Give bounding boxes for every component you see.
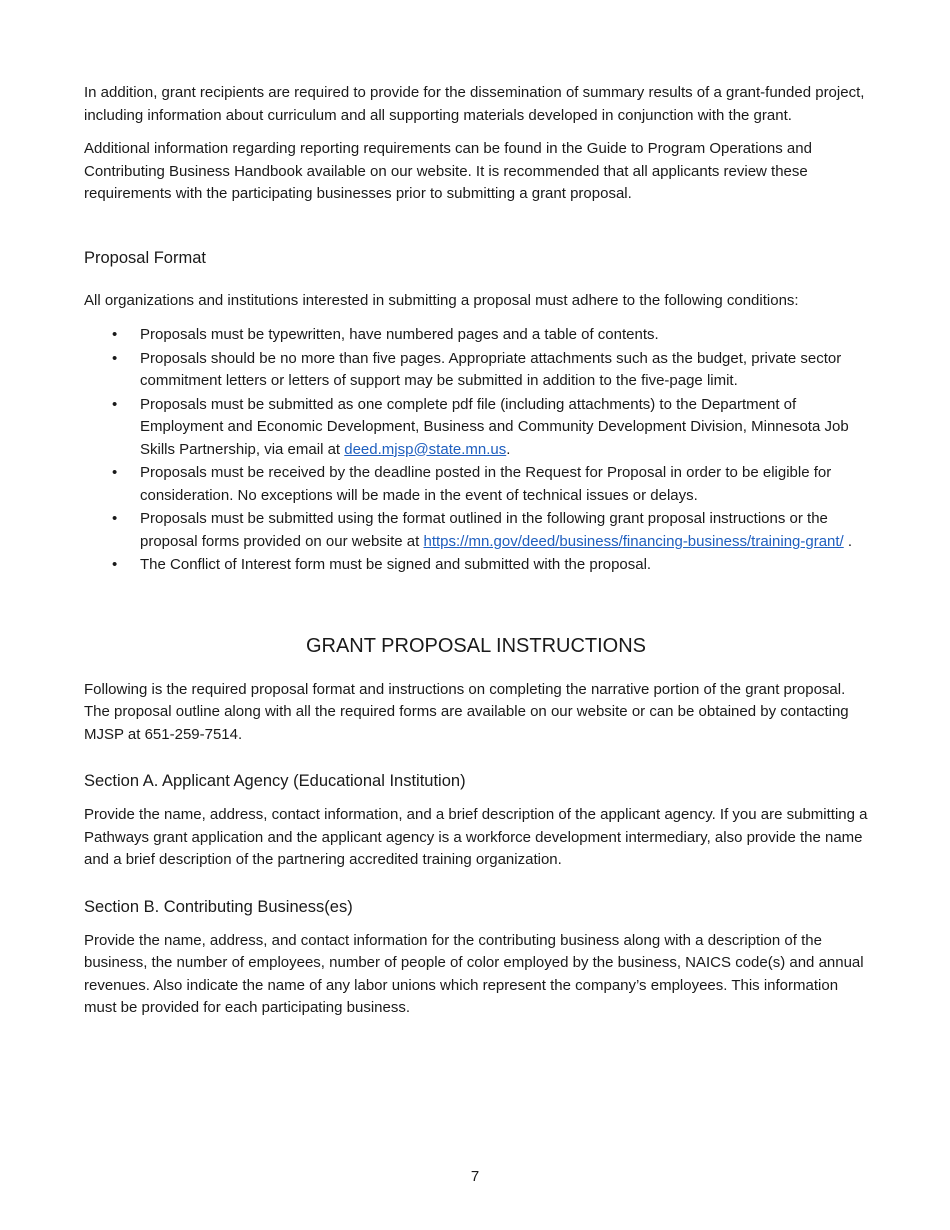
- list-item: [84, 324, 868, 347]
- list-item-suffix: .: [506, 440, 511, 458]
- instructions-intro: Following is the required proposal format and instructions on completing the narrative portion of the grant proposal. The proposal outline along with all the required forms are available on our website or can be obtained by contacting MJSP at 651-259-7514.: [84, 680, 849, 743]
- list-item-text: Proposals should be no more than five pages. Appropriate attachments such as the budget, private sector commitment letters or letters of support may be submitted in addition to the five-page limit.: [140, 349, 842, 389]
- document-page: [84, 82, 868, 1020]
- section-a-heading: Section A. Applicant Agency (Educational Institution): [84, 772, 466, 790]
- email-link[interactable]: deed.mjsp@state.mn.us: [344, 440, 507, 458]
- bullet-icon: •: [112, 326, 118, 343]
- list-item: [84, 394, 868, 462]
- proposal-format-heading: Proposal Format: [84, 248, 206, 267]
- section-b-body: Provide the name, address, and contact information for the contributing business along with a description of the business, the number of employees, number of people of color employed by the business, NAICS code(s) and annual revenues. Also indicate the name of any labor unions which represent the company’s employees. This information must be provided for each participating business.: [84, 931, 864, 1016]
- list-item: [84, 462, 868, 507]
- list-item-text: Proposals must be submitted using the format outlined in the following grant proposal instructions or the proposal forms provided on our website at: [140, 510, 828, 550]
- proposal-conditions-list: [84, 324, 868, 577]
- proposal-format-intro: All organizations and institutions interested in submitting a proposal must adhere to the following conditions:: [84, 291, 799, 309]
- list-item: [84, 508, 868, 553]
- list-item-suffix: .: [843, 532, 853, 550]
- list-item-text: Proposals must be received by the deadline posted in the Request for Proposal in order to be eligible for consideration. No exceptions will be made in the event of technical issues or delays.: [140, 464, 832, 504]
- list-item: [84, 348, 868, 393]
- dissemination-paragraph: In addition, grant recipients are required to provide for the dissemination of summary results of a grant-funded project, including information about curriculum and all supporting materials developed in conjunction with the grant.: [84, 84, 865, 124]
- additional-info-paragraph: Additional information regarding reporting requirements can be found in the Guide to Program Operations and Contributing Business Handbook available on our website. It is recommended that all applicants review these requirements with the participating businesses prior to submitting a grant proposal.: [84, 140, 812, 202]
- bullet-icon: •: [112, 556, 118, 573]
- page-number: 7: [470, 1168, 480, 1185]
- bullet-icon: •: [112, 349, 118, 367]
- section-b-heading: Section B. Contributing Business(es): [84, 897, 353, 916]
- bullet-icon: •: [112, 464, 118, 481]
- section-a-body: Provide the name, address, contact information, and a brief description of the applicant agency. If you are submitting a Pathways grant application and the applicant agency is a workforce development intermediary, also provide the name and a brief description of the partnering accredited training organization.: [84, 806, 868, 868]
- website-link[interactable]: https://mn.gov/deed/business/financing-business/training-grant/: [423, 532, 844, 550]
- list-item-text: Proposals must be submitted as one complete pdf file (including attachments) to the Department of Employment and Economic Development, Business and Community Development Division, Minnesota Job Skills Partnership, via email at: [140, 395, 849, 458]
- bullet-icon: •: [112, 510, 118, 527]
- bullet-icon: •: [112, 395, 118, 413]
- list-item-text: Proposals must be typewritten, have numbered pages and a table of contents.: [140, 326, 659, 343]
- grant-instructions-title: GRANT PROPOSAL INSTRUCTIONS: [305, 634, 647, 657]
- list-item-text: The Conflict of Interest form must be signed and submitted with the proposal.: [140, 556, 652, 573]
- list-item: [84, 554, 868, 577]
